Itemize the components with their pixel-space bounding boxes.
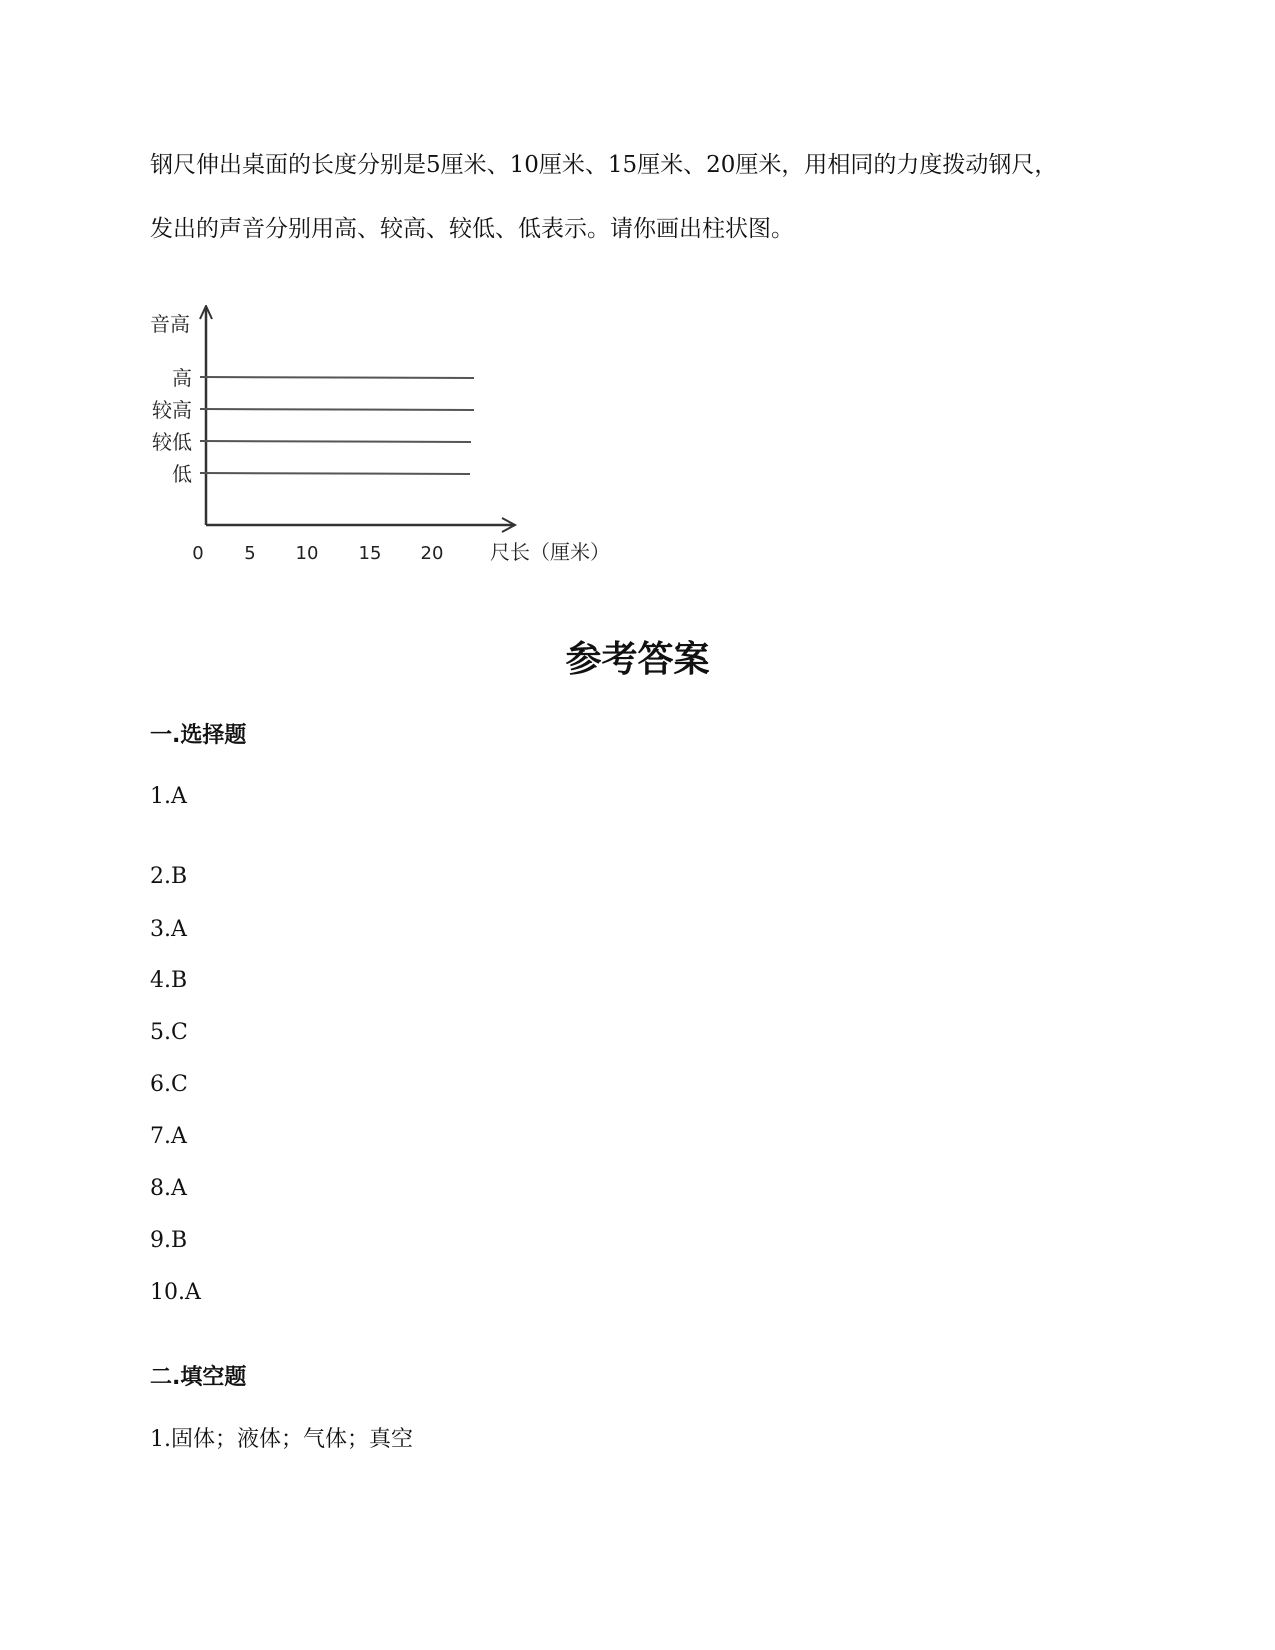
y-level-label: 较高 [152,398,192,422]
answer-title: 参考答案 [565,639,710,680]
x-tick-label: 10 [295,543,319,564]
x-tick-label: 0 [192,543,204,564]
choice-answer-item: 8.A [150,1176,187,1201]
x-tick-label: 20 [420,543,444,564]
choice-answer-item: 2.B [150,864,188,889]
level-gridline [200,377,474,378]
level-gridline [200,473,470,474]
y-level-label: 高 [172,366,192,390]
fill-answer-item: 1.固体；液体；气体；真空 [150,1427,413,1452]
x-tick-label: 15 [358,543,382,564]
y-level-label: 较低 [152,430,192,454]
choice-answer-item: 1.A [150,784,187,809]
choice-answer-item: 3.A [150,917,187,942]
choice-answer-item: 9.B [150,1228,188,1253]
pitch-bar-chart [140,305,640,575]
x-axis-label: 尺长（厘米） [490,540,610,564]
choice-answer-item: 5.C [150,1020,188,1045]
level-gridline [200,409,474,410]
section-heading-choice: 一.选择题 [150,723,247,748]
y-level-label: 低 [172,462,192,486]
question-line-1: 钢尺伸出桌面的长度分别是5厘米、10厘米、15厘米、20厘米，用相同的力度拨动钢尺， [150,152,1058,178]
choice-answer-item: 4.B [150,968,188,993]
choice-answer-item: 10.A [150,1280,201,1305]
choice-answer-item: 6.C [150,1072,188,1097]
section-heading-fill: 二.填空题 [150,1365,247,1390]
choice-answer-item: 7.A [150,1124,187,1149]
y-axis-label: 音高 [150,312,190,336]
x-tick-label: 5 [244,543,256,564]
level-gridline [200,441,471,442]
question-line-2: 发出的声音分别用高、较高、较低、低表示。请你画出柱状图。 [150,216,794,242]
